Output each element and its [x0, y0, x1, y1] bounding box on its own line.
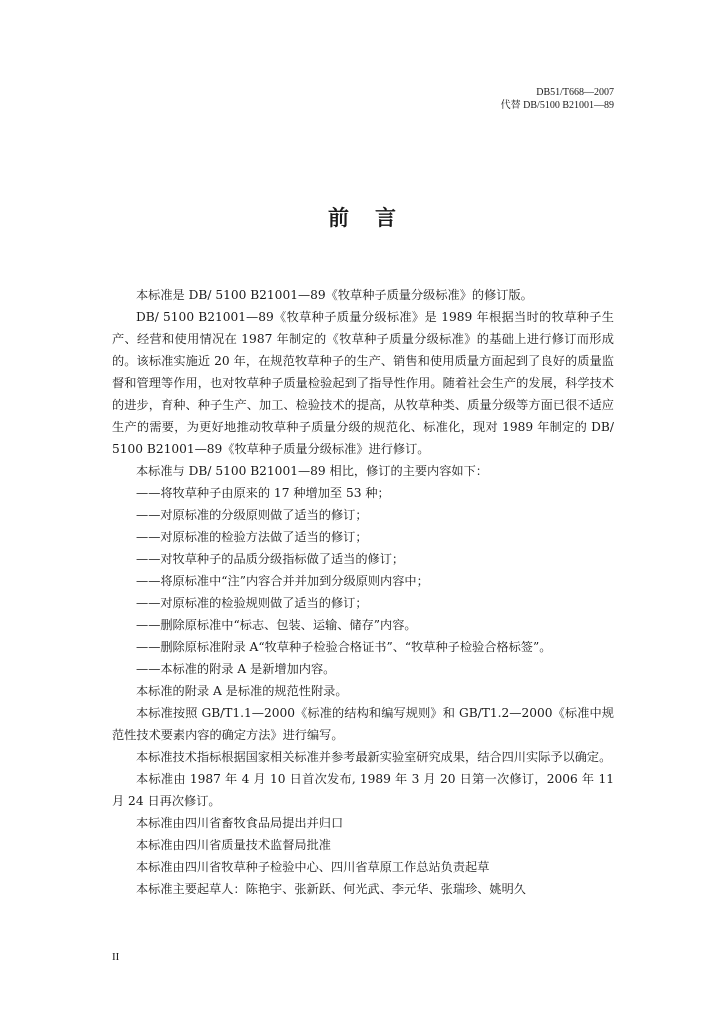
document-header [501, 86, 614, 112]
list-item: ——删除原标准中“标志、包装、运输、储存”内容。 [136, 618, 417, 632]
paragraph: 本标准由 1987 年 4 月 10 日首次发布, 1989 年 3 月 20 日第一次修订，2006 年 11 月 24 日再次修订。 [112, 772, 614, 808]
page-title: 前言 [328, 205, 422, 230]
list-item: ——将牧草种子由原来的 17 种增加至 53 种； [136, 486, 390, 500]
list-item: ——将原标准中“注”内容合并并加到分级原则内容中； [136, 574, 429, 588]
paragraph: 本标准按照 GB/T1.1—2000《标准的结构和编写规则》和 GB/T1.2—2000《标准中规范性技术要素内容的确定方法》进行编写。 [112, 706, 614, 742]
paragraph: DB/ 5100 B21001—89《牧草种子质量分级标准》是 1989 年根据当时的牧草种子生产、经营和使用情况在 1987 年制定的《牧草种子质量分级标准》的基础上进行修订而形成的。该标准实施近 20 年，在规范牧草种子的生产、销售和使用质量方面起到了良好的质量监督和管理等作用，也对牧草种子质量检验起到了指导性作用。随着社会生产的发展，科学技术的进步，育种、种子生产、加工、检验技术的提高，从牧草种类、质量分级等方面已很不适应生产的需要，为更好地推动牧草种子质量分级的规范化、标准化，现对 1989 年制定的 DB/ 5100 B21001—89《牧草种子质量分级标准》进行修订。 [112, 310, 614, 456]
paragraph: 本标准与 DB/ 5100 B21001—89 相比，修订的主要内容如下： [136, 464, 488, 478]
page-number: II [112, 951, 120, 963]
paragraph: 本标准由四川省牧草种子检验中心、四川省草原工作总站负责起草 [136, 860, 490, 874]
paragraph: 本标准的附录 A 是标准的规范性附录。 [136, 684, 348, 698]
foreword-body [112, 284, 614, 900]
list-item: ——对原标准的分级原则做了适当的修订； [136, 508, 368, 522]
list-item: ——本标准的附录 A 是新增加内容。 [136, 662, 336, 676]
paragraph: 本标准由四川省质量技术监督局批准 [136, 838, 331, 852]
paragraph: 本标准是 DB/ 5100 B21001—89《牧草种子质量分级标准》的修订版。 [136, 288, 533, 302]
standard-code: DB51/T668—2007 [536, 87, 614, 98]
list-item: ——删除原标准附录 A“牧草种子检验合格证书”、“牧草种子检验合格标签”。 [136, 640, 552, 654]
list-item: ——对原标准的检验方法做了适当的修订； [136, 530, 368, 544]
replaced-standard: 代替 DB/5100 B21001—89 [500, 100, 614, 111]
list-item: ——对牧草种子的品质分级指标做了适当的修订； [136, 552, 405, 566]
paragraph: 本标准由四川省畜牧食品局提出并归口 [136, 816, 344, 830]
paragraph: 本标准主要起草人：陈艳宇、张新跃、何光武、李元华、张瑞珍、姚明久 [136, 882, 526, 896]
paragraph: 本标准技术指标根据国家相关标准并参考最新实验室研究成果，结合四川实际予以确定。 [136, 750, 612, 764]
list-item: ——对原标准的检验规则做了适当的修订； [136, 596, 368, 610]
